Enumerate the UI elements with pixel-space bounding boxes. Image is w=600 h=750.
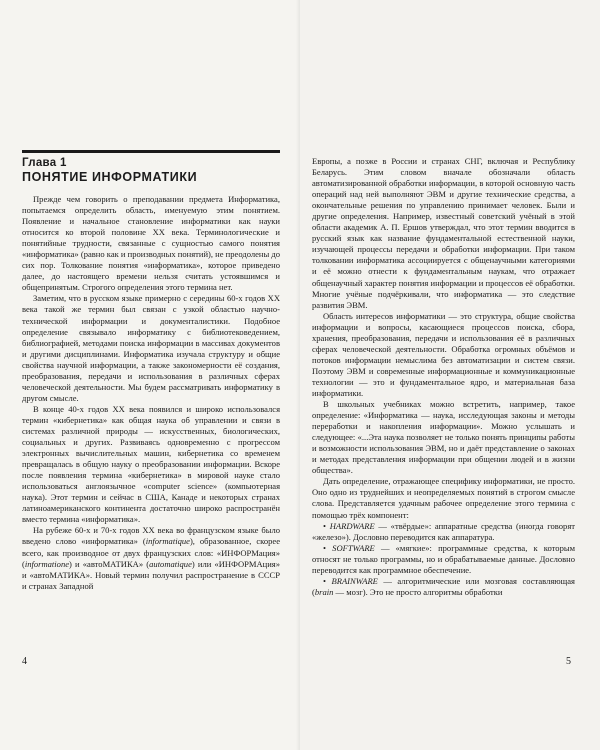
bullet-icon: • [323, 542, 326, 553]
bullet-icon: • [323, 575, 326, 586]
paragraph [22, 525, 280, 591]
text-span: — «мягкие»: программные средства, к которым относят не только программы, но и обрабатываемые данные. Дословно переводится как программное обеспечение. [312, 542, 576, 575]
text-span: ) и «автоМАТИКА» ( [69, 558, 150, 569]
chapter-rule [22, 150, 280, 153]
text-span: — мозг). Это не просто алгоритмы обработки [333, 586, 503, 597]
italic-term: brain [314, 586, 334, 597]
italic-term: informatique [145, 536, 190, 547]
list-item [312, 576, 575, 598]
page-number-right: 5 [566, 656, 571, 667]
paragraph: Дать определение, отражающее специфику информатики, не просто. Оно одно из труднейших и неопределяемых понятий в строгом смысле слова. Представляется удачным рабочее определение этого термина с помощью трёх компонент: [312, 476, 575, 520]
paragraph: Европы, а позже в России и странах СНГ, включая и Республику Беларусь. Этим словом вначале обозначали область автоматизированной обработки информации, в которой основную часть операций над ней выполняют ЭВМ и другие технические средства, а окончательные решения по управлению принимает человек. Были и другие определения. Например, известный советский учёный в этой области академик А. П. Ершов утверждал, что этот термин вводится в русский язык как название фундаментальной естественной науки, изучающей процессы передачи и обработки информации. При таком толковании информатика ассоциируется с общенаучными категориями и её можно отнести к фундаментальным наукам, что отражает общенаучный характер понятия информации и процессов её обработки. Многие учёные подчёркивали, что информатика — это следствие развития ЭВМ. [312, 156, 575, 310]
italic-term: BRAINWARE [331, 575, 378, 586]
text-span: — алгоритмические или мозговая составляющая ( [312, 575, 575, 597]
chapter-title: ПОНЯТИЕ ИНФОРМАТИКИ [22, 170, 198, 184]
left-text-column [22, 194, 280, 592]
paragraph: Прежде чем говорить о преподавании предмета Информатика, попытаемся определить область, именуемую этим понятием. Появление и начальное становление информатики как науки относится ко второй половине XX века. Терминологические и понятийные трудности, связанные с сущностью самого понятия «информатика» (равно как и производных понятий), не преодолены до сих пор. Толкование понятия «информатика», которое приведено далее, до настоящего времени нельзя считать устоявшимся и общепринятым. Строгого определения этого термина нет. [22, 194, 280, 293]
bullet-icon: • [323, 520, 326, 531]
paragraph: В школьных учебниках можно встретить, например, такое определение: «Информатика — наука, исследующая законы и методы переработки и накопления информации». Можно услышать и следующее: «...Эта наука позволяет не только понять принципы работы и возможности использования ЭВМ, но и даёт представление о законах и методах представления информации при общении людей и в жизни общества». [312, 399, 575, 476]
paragraph: В конце 40-х годов XX века появился и широко использовался термин «кибернетика» как общая наука об управлении и связи в системах различной природы — искусственных, биологических, социальных и других. Развиваясь одновременно с прогрессом электронных вычислительных машин, кибернетика со временем превращалась в общую науку о преобразовании информации. Вскоре после появления термина «кибернетика» в мировой науке стало использоваться англоязычное «computer science» (компьютерная наука). Этот термин и сейчас в США, Канаде и некоторых странах латиноамериканского континента достаточно широко распространён вместо термина «информатика». [22, 403, 280, 525]
page-number-left: 4 [22, 656, 27, 667]
text-span: ), образованное, скорее всего, как производное от двух французских слов: «ИНФОРМация» ( [22, 536, 280, 569]
text-span: На рубеже 60-х и 70-х годов XX века во французском языке было введено слово «информатика» ( [22, 525, 280, 547]
list-item [312, 521, 575, 543]
right-text-column [312, 156, 575, 598]
paragraph: Заметим, что в русском языке примерно с середины 60-х годов XX века такой же термин был связан с узкой областью научно-технической информации и документалистики. Подобное определение связывало информатику с библиотековедением, библиографией, методами поиска информации в массивах документов и другими дисциплинами. Информатика изучала структуру и общие свойства научной информации, а также закономерности её создания, преобразования, передачи и использования в различных сферах человеческой деятельности. Мы будем рассматривать информатику в другом смысле. [22, 293, 280, 403]
list-item [312, 543, 575, 576]
italic-term: automatique [149, 558, 192, 569]
chapter-heading [22, 150, 280, 184]
chapter-label: Глава 1 [22, 157, 67, 169]
text-span: ) или «ИНФОРМАция» и «автоМАТИКА». Новый термин получил распространение в СССР и странах Западной [22, 558, 280, 591]
paragraph: Область интересов информатики — это структура, общие свойства информации и вопросы, касающиеся процессов поиска, сбора, хранения, преобразования, передачи и использования её в различных сферах человеческой деятельности. Обработка огромных объёмов и потоков информации немыслима без автоматизации и систем связи. Поэтому ЭВМ и современные информационные и коммуникационные технологии — это и фундаментальное ядро, и материальная база информатики. [312, 310, 575, 398]
text-span: — «твёрдые»: аппаратные средства (иногда говорят «железо»). Дословно переводится как аппаратура. [312, 520, 575, 542]
italic-term: HARDWARE [329, 520, 375, 531]
italic-term: SOFTWARE [332, 542, 375, 553]
italic-term: informatione [24, 558, 70, 569]
